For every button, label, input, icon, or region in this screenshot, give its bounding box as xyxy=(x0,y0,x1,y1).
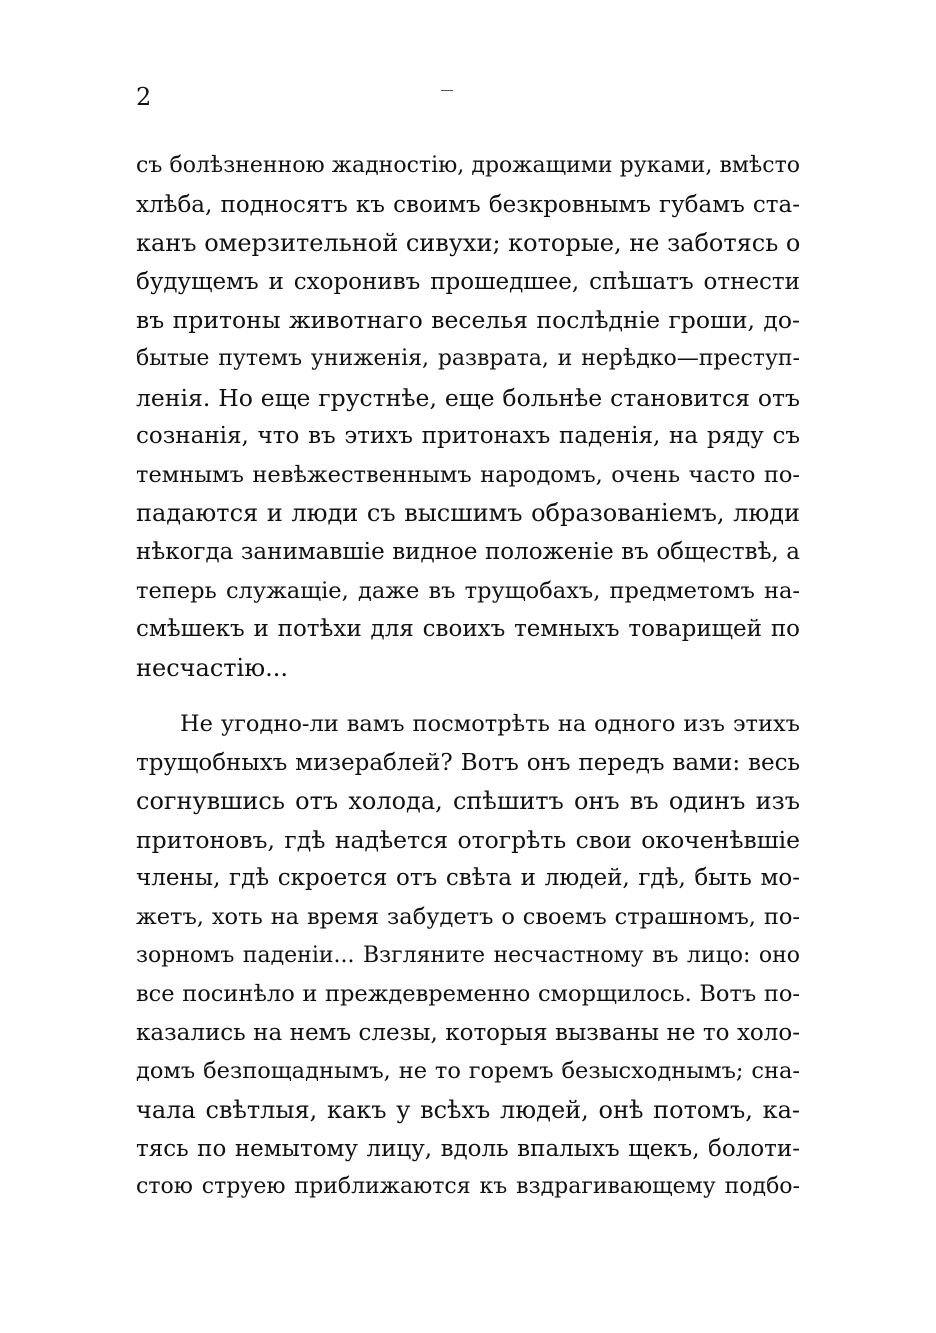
text-line: трущобныхъ мизераблей? Вотъ онъ передъ вами: весь xyxy=(136,749,800,776)
text-line: зорномъ паденіи... Взгляните несчастному въ лицо: оно xyxy=(136,942,800,968)
text-line: нѣкогда занимавшіе видное положеніе въ обществѣ, а xyxy=(136,538,800,565)
text-line: съ болѣзненною жадностію, дрожащими руками, вмѣсто xyxy=(136,153,800,178)
header-mark xyxy=(441,90,453,91)
text-line: жетъ, хоть на время забудетъ о своемъ страшномъ, по- xyxy=(136,903,800,930)
text-line: казались на немъ слезы, которыя вызваны не то холо- xyxy=(136,1019,800,1046)
text-line: домъ безпощаднымъ, не то горемъ безысходнымъ; сна- xyxy=(136,1058,800,1085)
text-line: тясь по немытому лицу, вдоль впалыхъ щекъ, болоти- xyxy=(136,1135,800,1162)
text-line: члены, гдѣ скроется отъ свѣта и людей, гдѣ, быть мо- xyxy=(136,865,800,892)
text-line: стою струею приближаются къ вздрагивающему подбо- xyxy=(136,1174,800,1200)
text-line: въ притоны животнаго веселья послѣдніе гроши, до- xyxy=(136,306,800,335)
text-line: бытые путемъ униженія, разврата, и нерѣдко—преступ- xyxy=(136,345,800,371)
text-line: теперь служащіе, даже въ трущобахъ, предметомъ на- xyxy=(136,577,800,604)
text-line: притоновъ, гдѣ надѣется отогрѣть свои окоченѣвшіе xyxy=(136,825,800,854)
text-line: смѣшекъ и потѣхи для своихъ темныхъ товарищей по xyxy=(136,616,800,643)
text-line: согнувшись отъ холода, спѣшитъ онъ въ одинъ изъ xyxy=(136,787,800,816)
text-line: падаются и люди съ высшимъ образованіемъ, люди xyxy=(136,499,800,528)
text-line: ленія. Но еще грустнѣе, еще больнѣе становится отъ xyxy=(136,383,800,412)
text-line: все посинѣло и преждевременно сморщилось. Вотъ по- xyxy=(136,981,800,1008)
paragraph-2 xyxy=(136,705,800,1207)
page-number: 2 xyxy=(136,83,152,111)
text-line: Не угодно-ли вамъ посмотрѣть на одного изъ этихъ xyxy=(180,711,800,737)
text-line: чала свѣтлыя, какъ у всѣхъ людей, онѣ потомъ, ка- xyxy=(136,1095,800,1124)
text-line: сознанія, что въ этихъ притонахъ паденія, на ряду съ xyxy=(136,423,800,450)
text-line: хлѣба, подносятъ къ своимъ безкровнымъ губамъ ста- xyxy=(136,191,800,218)
text-line: несчастію... xyxy=(136,653,288,682)
text-line: канъ омерзительной сивухи; которые, не заботясь о xyxy=(136,229,800,258)
text-line: будущемъ и схоронивъ прошедшее, спѣшатъ отнести xyxy=(136,268,800,295)
text-line: темнымъ невѣжественнымъ народомъ, очень часто по- xyxy=(136,461,800,488)
paragraph-1 xyxy=(136,147,800,687)
